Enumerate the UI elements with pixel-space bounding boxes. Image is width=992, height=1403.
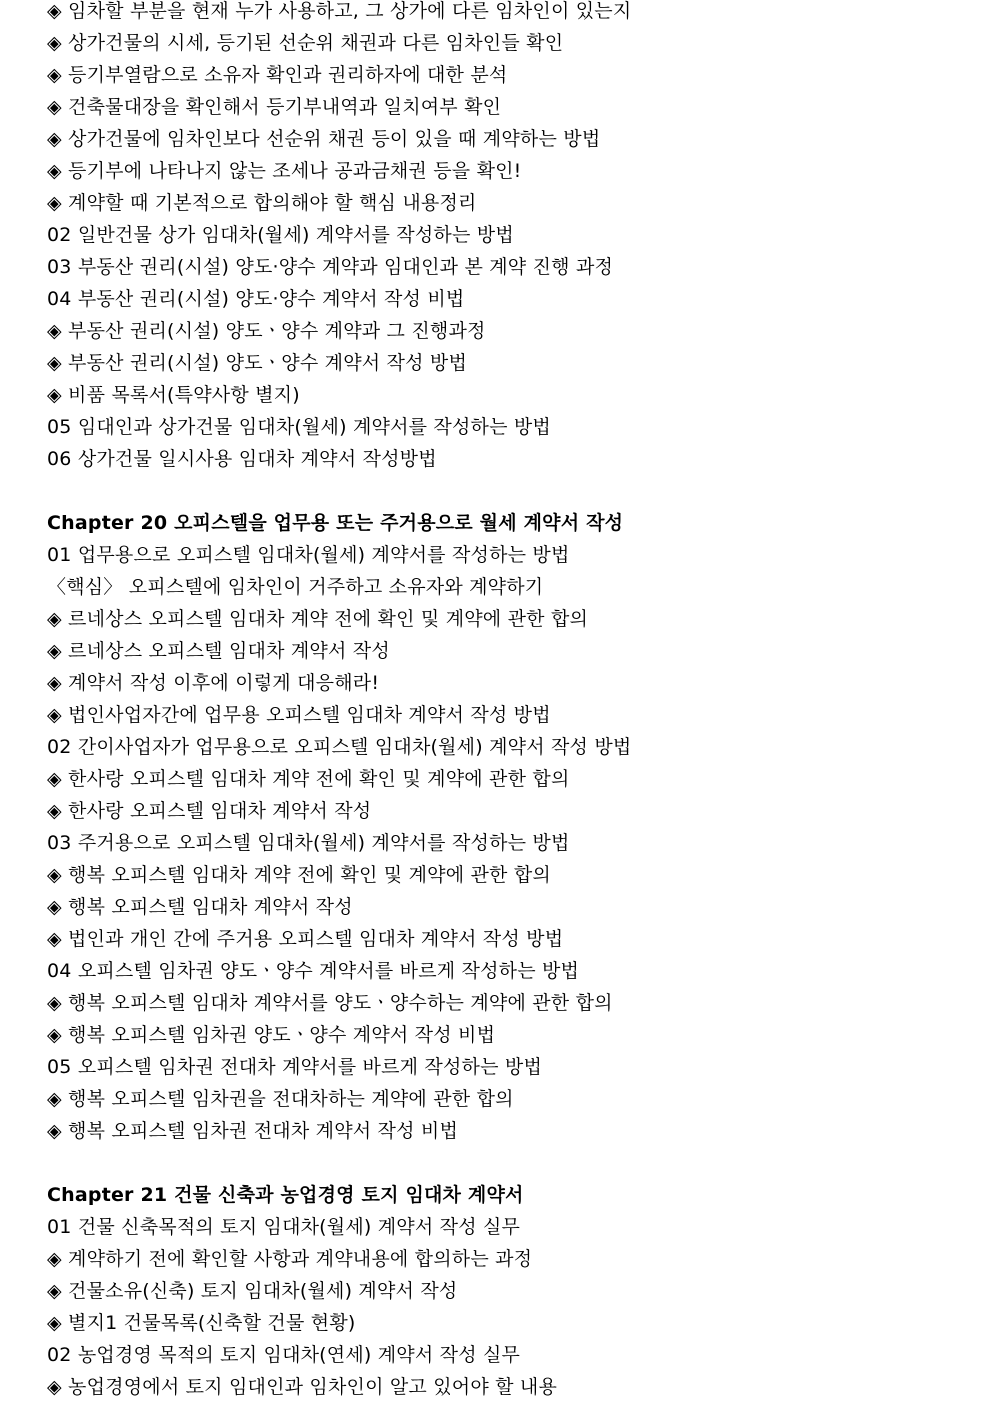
toc-line: 01 건물 신축목적의 토지 임대차(월세) 계약서 작성 실무	[47, 1216, 521, 1238]
toc-line: 02 농업경영 목적의 토지 임대차(연세) 계약서 작성 실무	[47, 1344, 521, 1366]
toc-line: ◈ 르네상스 오피스텔 임대차 계약서 작성	[47, 640, 390, 662]
toc-line: ◈ 행복 오피스텔 임대차 계약서를 양도ㆍ양수하는 계약에 관한 합의	[47, 992, 613, 1014]
document-page	[47, 0, 977, 1403]
toc-line: ◈ 한사랑 오피스텔 임대차 계약서 작성	[47, 800, 372, 822]
toc-line: ◈ 계약하기 전에 확인할 사항과 계약내용에 합의하는 과정	[47, 1248, 533, 1270]
toc-line: ◈ 별지1 건물목록(신축할 건물 현황)	[47, 1312, 356, 1334]
toc-line: ◈ 행복 오피스텔 임차권 전대차 계약서 작성 비법	[47, 1120, 459, 1142]
toc-line: ◈ 행복 오피스텔 임대차 계약 전에 확인 및 계약에 관한 합의	[47, 864, 551, 886]
toc-line: 02 일반건물 상가 임대차(월세) 계약서를 작성하는 방법	[47, 224, 514, 246]
toc-line: ◈ 행복 오피스텔 임대차 계약서 작성	[47, 896, 353, 918]
toc-line: ◈ 등기부열람으로 소유자 확인과 권리하자에 대한 분석	[47, 64, 508, 86]
toc-line: ◈ 계약서 작성 이후에 이렇게 대응해라!	[47, 672, 380, 694]
chapter-heading: Chapter 20 오피스텔을 업무용 또는 주거용으로 월세 계약서 작성	[47, 512, 624, 534]
toc-line: ◈ 농업경영에서 토지 임대인과 임차인이 알고 있어야 할 내용	[47, 1376, 558, 1398]
toc-line: ◈ 한사랑 오피스텔 임대차 계약 전에 확인 및 계약에 관한 합의	[47, 768, 570, 790]
toc-line: ◈ 임차할 부분을 현재 누가 사용하고, 그 상가에 다른 임차인이 있는지	[47, 0, 632, 22]
toc-line: ◈ 계약할 때 기본적으로 합의해야 할 핵심 내용정리	[47, 192, 477, 214]
toc-line: 03 주거용으로 오피스텔 임대차(월세) 계약서를 작성하는 방법	[47, 832, 570, 854]
section-gap	[47, 475, 977, 507]
toc-line: ◈ 비품 목록서(특약사항 별지)	[47, 384, 300, 406]
toc-line: ◈ 부동산 권리(시설) 양도ㆍ양수 계약과 그 진행과정	[47, 320, 486, 342]
toc-line: 03 부동산 권리(시설) 양도·양수 계약과 임대인과 본 계약 진행 과정	[47, 256, 614, 278]
toc-line: ◈ 상가건물의 시세, 등기된 선순위 채권과 다른 임차인들 확인	[47, 32, 564, 54]
toc-line: 04 부동산 권리(시설) 양도·양수 계약서 작성 비법	[47, 288, 465, 310]
toc-line: ◈ 건물소유(신축) 토지 임대차(월세) 계약서 작성	[47, 1280, 458, 1302]
toc-line: ◈ 법인과 개인 간에 주거용 오피스텔 임대차 계약서 작성 방법	[47, 928, 564, 950]
toc-line: 05 오피스텔 임차권 전대차 계약서를 바르게 작성하는 방법	[47, 1056, 542, 1078]
toc-line: 05 임대인과 상가건물 임대차(월세) 계약서를 작성하는 방법	[47, 416, 551, 438]
toc-line: ◈ 등기부에 나타나지 않는 조세나 공과금채권 등을 확인!	[47, 160, 522, 182]
toc-line: 〈핵심〉 오피스텔에 임차인이 거주하고 소유자와 계약하기	[47, 576, 544, 598]
toc-line: ◈ 상가건물에 임차인보다 선순위 채권 등이 있을 때 계약하는 방법	[47, 128, 601, 150]
toc-line: ◈ 행복 오피스텔 임차권을 전대차하는 계약에 관한 합의	[47, 1088, 514, 1110]
toc-line: 06 상가건물 일시사용 임대차 계약서 작성방법	[47, 448, 437, 470]
toc-line: 02 간이사업자가 업무용으로 오피스텔 임대차(월세) 계약서 작성 방법	[47, 736, 632, 758]
toc-line: ◈ 법인사업자간에 업무용 오피스텔 임대차 계약서 작성 방법	[47, 704, 551, 726]
toc-line: ◈ 건축물대장을 확인해서 등기부내역과 일치여부 확인	[47, 96, 502, 118]
section-gap	[47, 1147, 977, 1179]
toc-line: ◈ 르네상스 오피스텔 임대차 계약 전에 확인 및 계약에 관한 합의	[47, 608, 589, 630]
toc-line: 04 오피스텔 임차권 양도ㆍ양수 계약서를 바르게 작성하는 방법	[47, 960, 580, 982]
toc-line: ◈ 행복 오피스텔 임차권 양도ㆍ양수 계약서 작성 비법	[47, 1024, 496, 1046]
toc-line: ◈ 부동산 권리(시설) 양도ㆍ양수 계약서 작성 방법	[47, 352, 468, 374]
toc-line: 01 업무용으로 오피스텔 임대차(월세) 계약서를 작성하는 방법	[47, 544, 570, 566]
chapter-heading: Chapter 21 건물 신축과 농업경영 토지 임대차 계약서	[47, 1184, 524, 1206]
